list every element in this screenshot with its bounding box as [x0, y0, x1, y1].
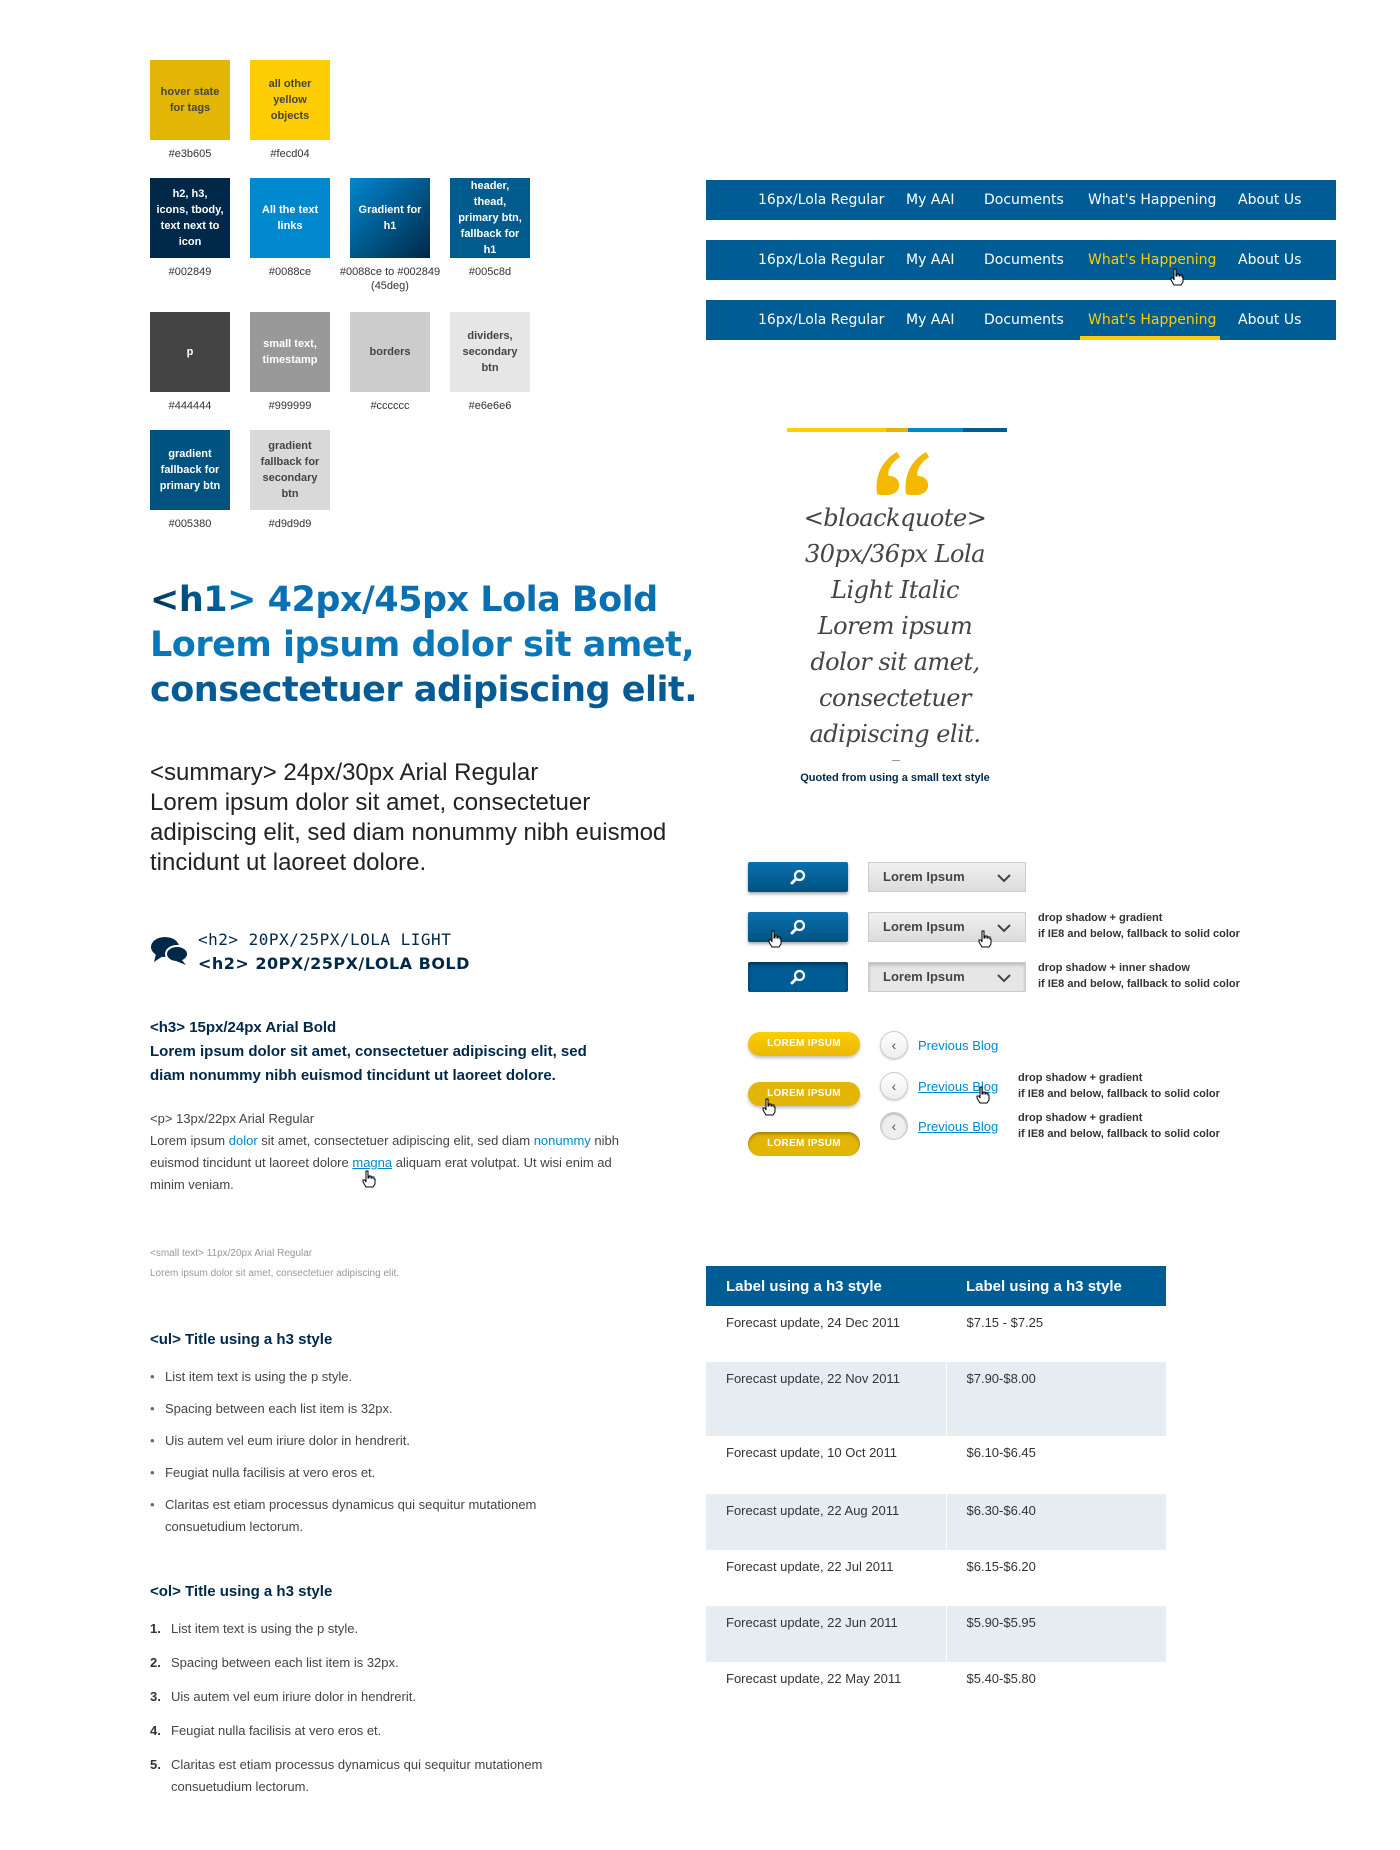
swatch: All the text links	[250, 178, 330, 258]
table-row	[706, 1436, 1166, 1494]
h1-sample	[150, 578, 750, 713]
list-item: • Spacing between each list item is 32px.	[150, 1398, 570, 1420]
hand-cursor-icon	[976, 1086, 990, 1104]
table-cell: $7.15 - $7.25	[966, 1315, 1044, 1330]
table-row	[706, 1306, 1166, 1362]
dropdown-select-pressed[interactable]	[868, 962, 1026, 992]
nav-item[interactable]: My AAI	[906, 252, 955, 268]
swatch-code: #999999	[268, 400, 312, 412]
h1-line: Lorem ipsum dolor sit amet,	[150, 625, 695, 665]
table-cell: $5.90-$5.95	[946, 1606, 1166, 1662]
nav-item[interactable]: About Us	[1238, 312, 1302, 328]
ul-title: <ul> Title using a h3 style	[150, 1331, 333, 1348]
forecast-table	[706, 1266, 1166, 1718]
search-icon	[790, 969, 806, 985]
text-link[interactable]: dolor	[228, 1133, 258, 1148]
list-item: 5. Claritas est etiam processus dynamicus qui sequitur mutationem consuetudium lectorum.	[150, 1757, 543, 1794]
table-row	[706, 1494, 1166, 1550]
h2-bold: <h2> 20PX/25PX/LOLA BOLD	[198, 954, 470, 973]
search-button-pressed[interactable]	[748, 962, 848, 992]
nav-bar-hover	[706, 240, 1336, 280]
small-spec: <small text> 11px/20px Arial Regular	[150, 1248, 313, 1259]
nav-item-hover[interactable]: What's Happening	[1088, 252, 1217, 268]
summary-text: Lorem ipsum dolor sit amet, consectetuer adipiscing elit, sed diam nonummy nibh euismod tincidunt ut laoreet dolore.	[150, 789, 667, 876]
dropdown-label: Lorem Ipsum	[883, 969, 965, 984]
dropdown-select-hover[interactable]	[868, 912, 1026, 942]
list-item: 2. Spacing between each list item is 32px.	[150, 1655, 399, 1670]
nav-item[interactable]: About Us	[1238, 252, 1302, 268]
previous-blog-label: Previous Blog	[918, 1078, 999, 1094]
hand-cursor-icon	[762, 1098, 776, 1116]
nav-item[interactable]: My AAI	[906, 312, 955, 328]
nav-item[interactable]: What's Happening	[1088, 192, 1217, 208]
text-link-hover[interactable]: magna	[352, 1155, 393, 1170]
p-text: Lorem ipsum dolor sit amet, consectetuer adipiscing elit, sed diam nonummy nibh euismod tincidunt ut laoreet dolore magna aliquam erat volutpat. Ut wisi enim ad minim veniam.	[150, 1133, 619, 1192]
table-cell: $6.10-$6.45	[966, 1445, 1036, 1460]
table-cell: Forecast update, 22 Jun 2011	[706, 1606, 946, 1662]
swatch-code: #d9d9d9	[268, 518, 312, 530]
table-cell: Forecast update, 10 Oct 2011	[706, 1436, 946, 1494]
hand-cursor-icon	[362, 1170, 376, 1188]
bullet-list	[150, 1366, 570, 1538]
chat-bubbles-icon	[150, 934, 190, 970]
previous-blog-link[interactable]	[880, 1030, 998, 1060]
nav-item[interactable]: 16px/Lola Regular	[758, 192, 885, 208]
nav-item[interactable]: 16px/Lola Regular	[758, 312, 885, 328]
swatch-code: #fecd04	[270, 148, 310, 160]
style-note: drop shadow + inner shadow if IE8 and below, fallback to solid color	[1038, 962, 1240, 990]
swatch-code: #e6e6e6	[468, 400, 512, 412]
h1-tag: <h1>	[150, 580, 256, 620]
list-item: • Uis autem vel eum iriure dolor in hendrerit.	[150, 1430, 570, 1452]
h3-spec: <h3> 15px/24px Arial Bold	[150, 1019, 337, 1036]
swatch: gradient fallback for secondary btn	[250, 430, 330, 510]
quote-caption: Quoted from using a small text style	[800, 772, 990, 784]
chevron-down-icon	[997, 973, 1011, 983]
quote-divider	[892, 760, 900, 761]
nav-item[interactable]: Documents	[984, 192, 1064, 208]
quote-mark-icon	[873, 450, 933, 496]
table-cell: $6.15-$6.20	[966, 1559, 1036, 1574]
style-note: drop shadow + gradient if IE8 and below, fallback to solid color	[1018, 1112, 1220, 1140]
table-cell: $6.30-$6.40	[946, 1494, 1166, 1550]
search-icon	[790, 869, 806, 885]
dropdown-select[interactable]	[868, 862, 1026, 892]
p-sample	[150, 1108, 620, 1196]
small-sample	[150, 1244, 620, 1284]
search-button[interactable]	[748, 862, 848, 892]
chevron-left-icon: ‹	[880, 1031, 908, 1059]
text-link[interactable]: nonummy	[533, 1133, 591, 1148]
table-header-row	[706, 1266, 1166, 1306]
swatch-code: #002849	[168, 266, 212, 278]
swatch: gradient fallback for primary btn	[150, 430, 230, 510]
swatch: small text, timestamp	[250, 312, 330, 392]
ol-sample	[150, 1580, 570, 1810]
p-spec: <p> 13px/22px Arial Regular	[150, 1111, 315, 1126]
swatch: all other yellow objects	[250, 60, 330, 140]
swatch-code: #0088ce	[268, 266, 312, 278]
chevron-down-icon	[997, 873, 1011, 883]
lorem-ipsum-button-hover[interactable]: LOREM IPSUM	[748, 1082, 860, 1106]
nav-item[interactable]: 16px/Lola Regular	[758, 252, 885, 268]
summary-sample	[150, 758, 670, 878]
previous-blog-link-pressed[interactable]	[880, 1111, 998, 1141]
blockquote-text: <bloackquote> 30px/36px Lola Light Italic Lorem ipsum dolor sit amet, consectetuer adipiscing elit.	[803, 504, 987, 748]
table-row	[706, 1362, 1166, 1436]
table-row	[706, 1606, 1166, 1662]
swatch-code: #005380	[168, 518, 212, 530]
hand-cursor-icon	[978, 930, 992, 948]
table-row	[706, 1550, 1166, 1606]
list-item: 3. Uis autem vel eum iriure dolor in hendrerit.	[150, 1689, 416, 1704]
swatch-code: #005c8d	[468, 266, 512, 278]
style-note: drop shadow + gradient if IE8 and below, fallback to solid color	[1018, 1072, 1220, 1100]
h3-sample	[150, 1016, 620, 1088]
hand-cursor-icon	[768, 930, 782, 948]
list-item: • Feugiat nulla facilisis at vero eros et.	[150, 1462, 570, 1484]
h1-spec: 42px/45px Lola Bold	[267, 580, 658, 620]
lorem-ipsum-button-pressed[interactable]: LOREM IPSUM	[748, 1132, 860, 1156]
dropdown-label: Lorem Ipsum	[883, 919, 965, 934]
nav-item[interactable]: My AAI	[906, 192, 955, 208]
swatch: borders	[350, 312, 430, 392]
nav-item[interactable]: About Us	[1238, 192, 1302, 208]
swatch: header, thead, primary btn, fallback for h1	[450, 178, 530, 258]
swatch-code: #cccccc	[370, 400, 410, 412]
ul-sample	[150, 1328, 570, 1548]
chevron-left-icon: ‹	[880, 1072, 908, 1100]
table-header: Label using a h3 style	[706, 1266, 946, 1306]
swatch: Gradient for h1	[350, 178, 430, 258]
chevron-down-icon	[997, 923, 1011, 933]
swatch: dividers, secondary btn	[450, 312, 530, 392]
table-cell: Forecast update, 22 May 2011	[706, 1662, 946, 1718]
table-cell: Forecast update, 22 Nov 2011	[706, 1362, 946, 1436]
list-item: • List item text is using the p style.	[150, 1366, 570, 1388]
nav-item-active[interactable]: What's Happening	[1088, 312, 1217, 328]
list-item: • Claritas est etiam processus dynamicus qui sequitur mutationem consuetudium lectorum.	[150, 1494, 570, 1538]
chevron-left-icon: ‹	[880, 1112, 908, 1140]
swatch: hover state for tags	[150, 60, 230, 140]
table-cell: $5.40-$5.80	[966, 1671, 1036, 1686]
table-cell: $7.90-$8.00	[946, 1362, 1166, 1436]
table-cell: Forecast update, 22 Aug 2011	[706, 1494, 946, 1550]
search-button-hover[interactable]	[748, 912, 848, 942]
previous-blog-label: Previous Blog	[918, 1118, 999, 1134]
swatch: p	[150, 312, 230, 392]
hand-cursor-icon	[1170, 268, 1184, 286]
table-cell: Forecast update, 22 Jul 2011	[706, 1550, 946, 1606]
list-item: 4. Feugiat nulla facilisis at vero eros et.	[150, 1723, 382, 1738]
list-item: 1. List item text is using the p style.	[150, 1621, 359, 1636]
nav-bar-default	[706, 180, 1336, 220]
previous-blog-label: Previous Blog	[918, 1037, 999, 1053]
table-row	[706, 1662, 1166, 1718]
h1-line: consectetuer adipiscing elit.	[150, 670, 698, 710]
quote-top-bar	[787, 428, 1007, 432]
summary-spec: <summary> 24px/30px Arial Regular	[150, 759, 539, 786]
nav-item[interactable]: Documents	[984, 252, 1064, 268]
table-header: Label using a h3 style	[946, 1266, 1166, 1306]
search-icon	[790, 919, 806, 935]
h3-text: Lorem ipsum dolor sit amet, consectetuer adipiscing elit, sed diam nonummy nibh euismod tincidunt ut laoreet dolore.	[150, 1043, 587, 1084]
active-underline	[1080, 336, 1220, 340]
swatch-code: #e3b605	[168, 148, 212, 160]
swatch-code: #0088ce to #002849 (45deg)	[339, 266, 441, 292]
table-cell: Forecast update, 24 Dec 2011	[706, 1306, 946, 1362]
dropdown-label: Lorem Ipsum	[883, 869, 965, 884]
swatch: h2, h3, icons, tbody, text next to icon	[150, 178, 230, 258]
nav-bar-active	[706, 300, 1336, 340]
style-note: drop shadow + gradient if IE8 and below, fallback to solid color	[1038, 912, 1240, 940]
small-text: Lorem ipsum dolor sit amet, consectetuer adipiscing elit.	[150, 1268, 400, 1279]
ol-title: <ol> Title using a h3 style	[150, 1583, 333, 1600]
nav-item[interactable]: Documents	[984, 312, 1064, 328]
swatch-code: #444444	[168, 400, 212, 412]
lorem-ipsum-button[interactable]: LOREM IPSUM	[748, 1032, 860, 1056]
h2-light: <h2> 20PX/25PX/LOLA LIGHT	[198, 930, 452, 949]
